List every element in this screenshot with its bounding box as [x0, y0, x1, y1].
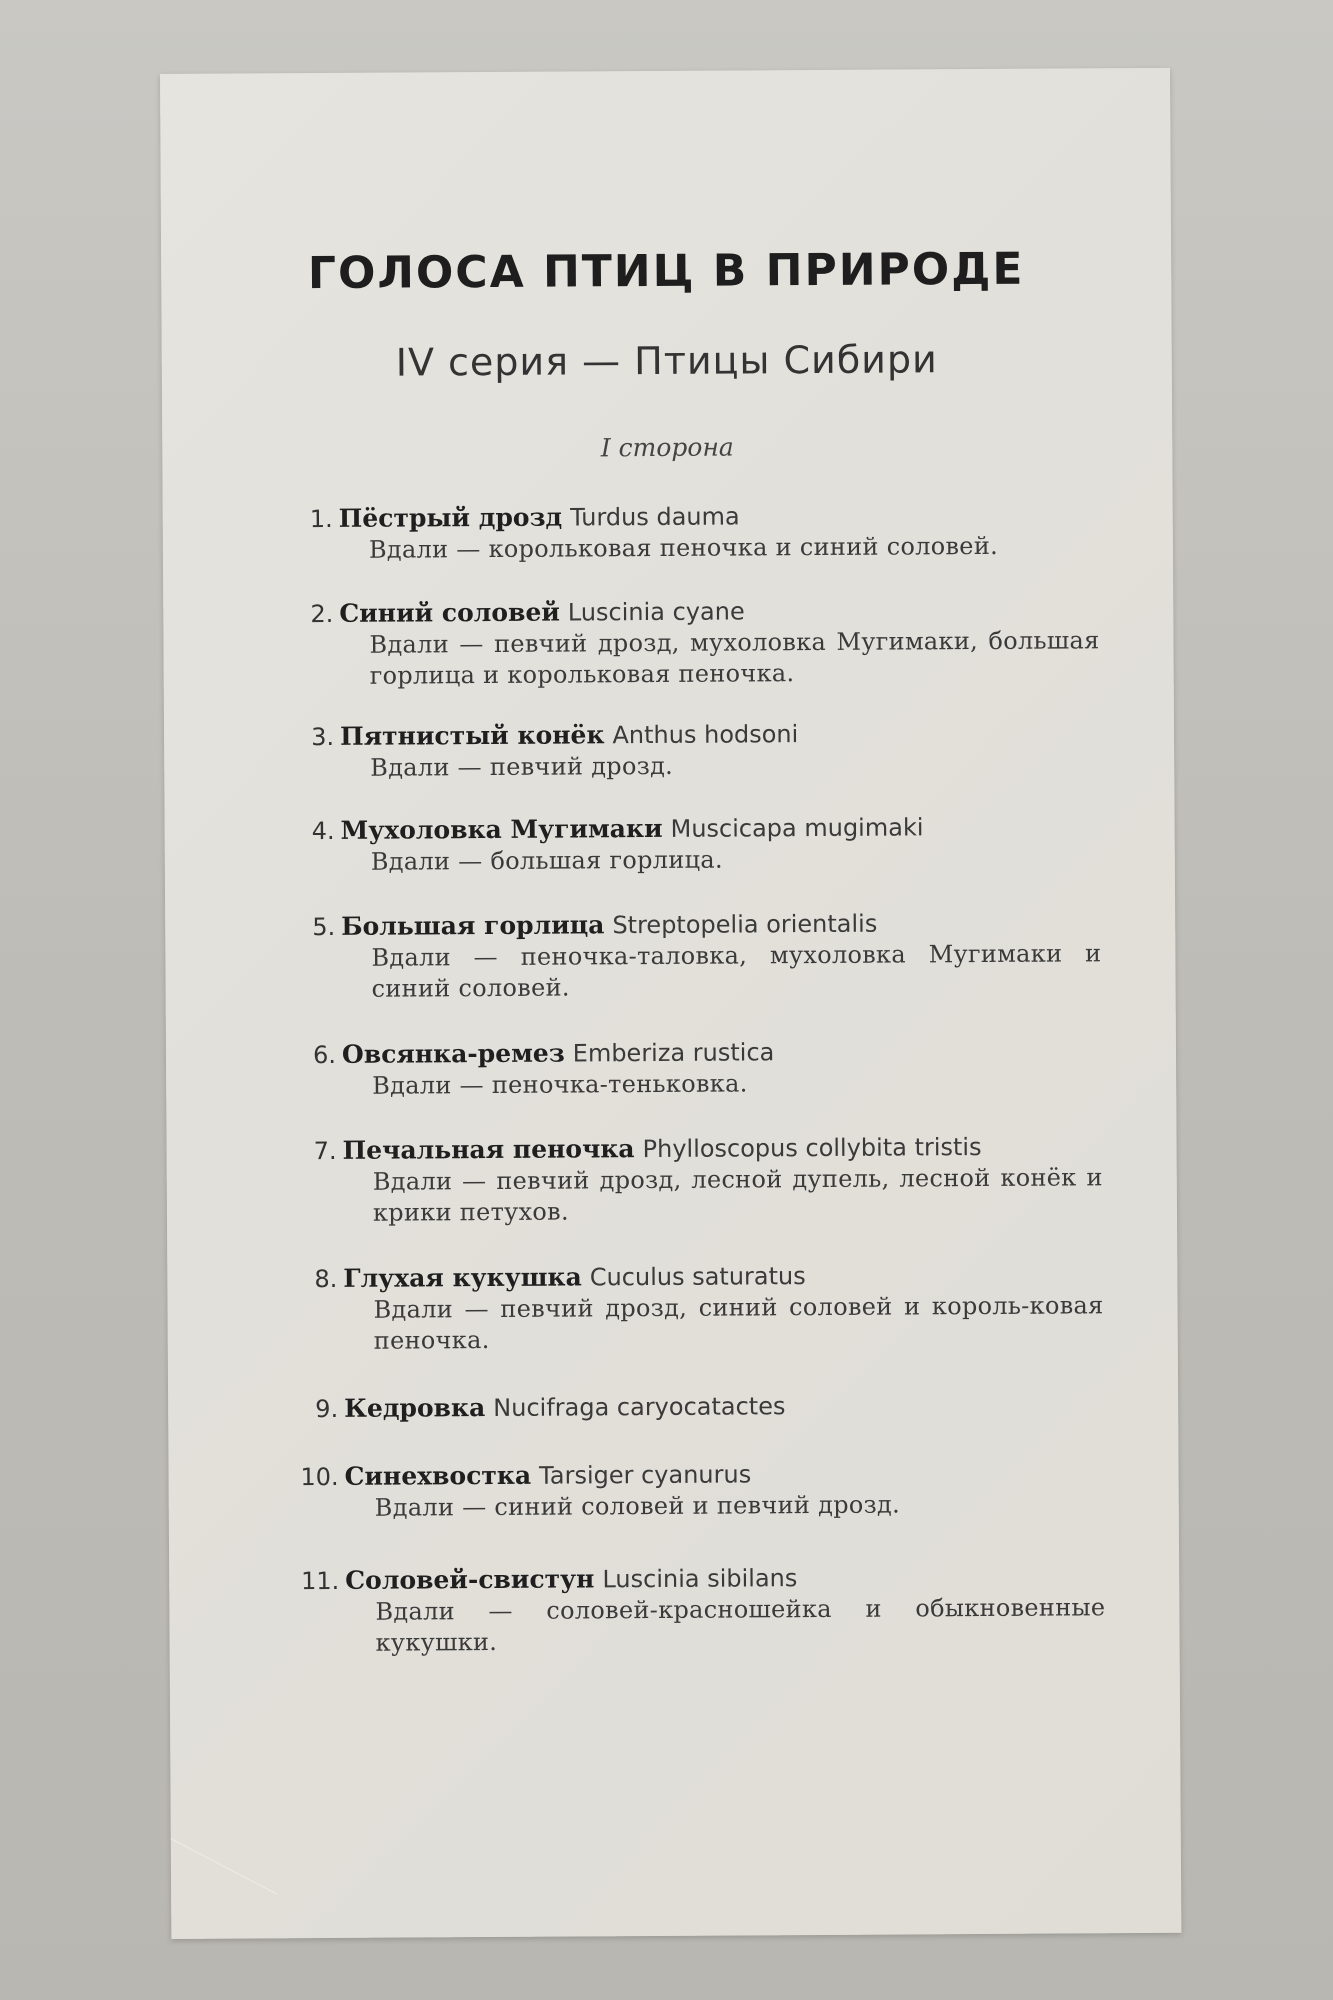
track-russian-name: Большая горлица [341, 910, 605, 941]
track-note: Вдали — певчий дрозд, мухоловка Мугимаки, большая горлица и корольковая пеночка. [369, 626, 1100, 690]
track-note: Вдали — большая горлица. [370, 845, 723, 876]
track-note: Вдали — певчий дрозд, синий соловей и король-ковая пеночка. [373, 1291, 1104, 1355]
track-latin-name: Luscinia sibilans [602, 1564, 798, 1594]
track-note: Вдали — пеночка-таловка, мухоловка Мугимаки и синий соловей. [371, 939, 1102, 1003]
track-item [293, 498, 1133, 566]
track-item [293, 593, 1134, 692]
track-number: 11. [300, 1566, 340, 1596]
track-number: 2. [310, 599, 334, 629]
track-russian-name: Кедровка [344, 1393, 486, 1423]
track-note: Вдали — певчий дрозд, лесной дупель, лесной конёк и крики петухов. [372, 1163, 1103, 1227]
track-number: 8. [314, 1264, 338, 1294]
track-number: 10. [300, 1462, 339, 1492]
track-latin-name: Nucifraga caryocatactes [493, 1392, 786, 1422]
track-item [297, 1258, 1138, 1357]
track-latin-name: Tarsiger cyanurus [539, 1460, 752, 1490]
track-item [299, 1560, 1140, 1659]
track-number: 6. [313, 1040, 337, 1070]
track-russian-name: Пёстрый дрозд [338, 502, 563, 533]
track-latin-name: Anthus hodsoni [612, 720, 799, 750]
paper-crease [142, 1838, 277, 1948]
track-number: 5. [312, 912, 336, 942]
track-russian-name: Печальная пеночка [342, 1134, 635, 1165]
track-latin-name: Phylloscopus collybita tristis [642, 1133, 982, 1164]
record-insert-sheet [160, 68, 1181, 1939]
track-number: 9. [315, 1394, 339, 1424]
track-item [298, 1388, 1138, 1425]
track-number: 3. [311, 722, 335, 752]
track-list [293, 498, 1133, 1657]
track-latin-name: Emberiza rustica [572, 1038, 775, 1068]
track-latin-name: Muscicapa mugimaki [670, 813, 924, 843]
track-note: Вдали — корольковая пеночка и синий соловей. [368, 531, 999, 564]
track-latin-name: Luscinia cyane [567, 597, 745, 627]
track-item [296, 1130, 1137, 1229]
track-latin-name: Turdus dauma [570, 502, 740, 532]
track-latin-name: Cuculus saturatus [589, 1262, 806, 1292]
side-label: I сторона [600, 432, 734, 463]
track-note: Вдали — пеночка-теньковка. [372, 1069, 748, 1100]
track-item [294, 716, 1134, 784]
track-item [298, 1456, 1138, 1524]
document-title: ГОЛОСА ПТИЦ В ПРИРОДЕ [307, 243, 1025, 300]
track-russian-name: Синий соловей [339, 597, 560, 628]
track-number: 7. [313, 1136, 337, 1166]
track-item [296, 1034, 1136, 1102]
track-note: Вдали — синий соловей и певчий дрозд. [374, 1490, 901, 1522]
track-number: 1. [309, 504, 333, 534]
track-russian-name: Глухая кукушка [343, 1262, 582, 1293]
track-note: Вдали — певчий дрозд. [370, 751, 674, 782]
track-note: Вдали — соловей-красношейка и обыкновенные кукушки. [375, 1593, 1106, 1657]
track-item [295, 810, 1135, 878]
track-latin-name: Streptopelia orientalis [612, 909, 878, 940]
track-russian-name: Пятнистый конёк [339, 720, 605, 751]
track-russian-name: Мухоловка Мугимаки [340, 813, 663, 845]
track-number: 4. [311, 816, 335, 846]
track-russian-name: Овсянка-ремез [341, 1038, 565, 1069]
track-item [295, 906, 1136, 1005]
track-russian-name: Соловей-свистун [345, 1564, 595, 1595]
track-russian-name: Синехвостка [344, 1460, 532, 1491]
document-subtitle: IV серия — Птицы Сибири [395, 337, 938, 385]
